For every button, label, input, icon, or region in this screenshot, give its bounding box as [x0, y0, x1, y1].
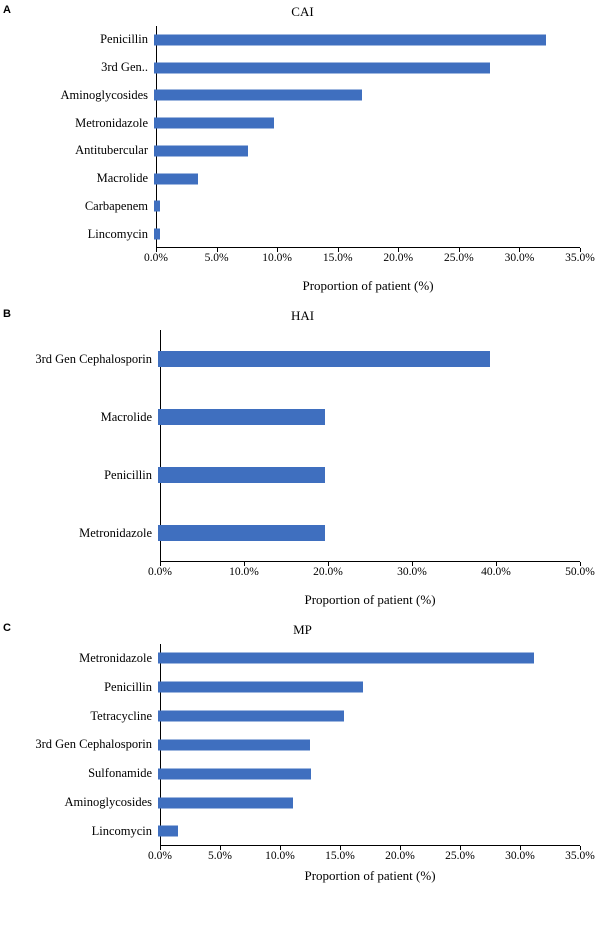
x-tick-label: 20.0% — [313, 566, 343, 578]
bar — [158, 525, 325, 541]
panel-letter-b: B — [3, 308, 11, 320]
x-tick-label: 30.0% — [505, 850, 535, 862]
bar-row — [0, 54, 605, 82]
bar-row — [0, 731, 605, 760]
x-tick-label: 15.0% — [325, 850, 355, 862]
x-tick-label: 10.0% — [262, 252, 292, 264]
plot-area-b — [0, 330, 605, 608]
bar — [154, 173, 198, 184]
x-axis-ticks-b — [148, 562, 595, 578]
panel-c — [0, 622, 605, 922]
bar-row — [0, 109, 605, 137]
bar — [154, 201, 160, 212]
x-tick-label: 25.0% — [443, 252, 474, 264]
bar-track — [154, 82, 580, 110]
bar-rows-b — [0, 330, 605, 562]
bar-track — [158, 446, 580, 504]
category-label: Tetracycline — [90, 708, 152, 723]
plot-area-c — [0, 644, 605, 884]
bar — [158, 826, 178, 837]
bar — [154, 229, 160, 240]
x-tick-label: 20.0% — [383, 252, 414, 264]
category-label: Aminoglycosides — [60, 87, 148, 102]
bar-row — [0, 137, 605, 165]
bar-track — [158, 644, 580, 673]
x-tick-label: 10.0% — [229, 566, 259, 578]
bar-track — [158, 788, 580, 817]
bar-track — [154, 165, 580, 193]
category-label: Metronidazole — [79, 525, 152, 540]
panel-letter-a: A — [3, 4, 11, 16]
category-label: Sulfonamide — [88, 766, 152, 781]
bar-track — [154, 26, 580, 54]
category-label: Lincomycin — [87, 226, 148, 241]
category-label: Macrolide — [96, 171, 148, 186]
bar-track — [154, 137, 580, 165]
bar-row — [0, 220, 605, 248]
bar — [154, 90, 362, 101]
bar-rows-a — [0, 26, 605, 248]
x-tick-label: 30.0% — [397, 566, 427, 578]
chart-title-c: MP — [293, 622, 312, 637]
bar — [158, 768, 311, 779]
bar-row — [0, 26, 605, 54]
bar-track — [158, 330, 580, 388]
category-label: Penicillin — [104, 467, 152, 482]
category-label: Metronidazole — [79, 650, 152, 665]
x-tick-label: 35.0% — [565, 850, 595, 862]
bar — [154, 62, 490, 73]
bar-track — [154, 193, 580, 221]
bar-track — [158, 759, 580, 788]
bar-row — [0, 388, 605, 446]
x-tick-label: 15.0% — [322, 252, 353, 264]
x-tick-label: 35.0% — [565, 252, 595, 264]
bar-track — [158, 702, 580, 731]
category-label: 3rd Gen Cephalosporin — [35, 737, 152, 752]
bar — [158, 351, 490, 367]
x-tick-label: 0.0% — [148, 566, 172, 578]
bar-row — [0, 673, 605, 702]
panel-b — [0, 308, 605, 618]
bar — [158, 739, 310, 750]
x-tick-label: 10.0% — [265, 850, 295, 862]
bar-row — [0, 504, 605, 562]
bar-track — [158, 504, 580, 562]
x-tick-label: 5.0% — [208, 850, 232, 862]
category-label: 3rd Gen Cephalosporin — [35, 351, 152, 366]
panel-a — [0, 4, 605, 304]
bar-row — [0, 702, 605, 731]
x-tick-label: 30.0% — [504, 252, 535, 264]
category-label: Penicillin — [100, 32, 148, 47]
bar-row — [0, 82, 605, 110]
bar-row — [0, 644, 605, 673]
bar-row — [0, 446, 605, 504]
x-axis-title-a: Proportion of patient (%) — [302, 278, 434, 293]
x-axis-title-c: Proportion of patient (%) — [304, 868, 436, 883]
category-label: Macrolide — [100, 409, 152, 424]
bar-rows-c — [0, 644, 605, 846]
bar-row — [0, 817, 605, 846]
bar — [158, 653, 534, 664]
bar-track — [158, 731, 580, 760]
bar-track — [154, 109, 580, 137]
x-tick-label: 0.0% — [144, 252, 168, 264]
bar — [158, 467, 325, 483]
bar-row — [0, 788, 605, 817]
category-label: Penicillin — [104, 679, 152, 694]
bar-row — [0, 759, 605, 788]
bar — [158, 682, 363, 693]
bar — [158, 409, 325, 425]
x-tick-label: 0.0% — [148, 850, 172, 862]
x-tick-label: 20.0% — [385, 850, 415, 862]
bar-track — [154, 220, 580, 248]
category-label: Aminoglycosides — [64, 795, 152, 810]
category-label: Lincomycin — [91, 823, 152, 838]
chart-title-b: HAI — [290, 308, 315, 323]
bar — [154, 34, 546, 45]
bar — [158, 711, 344, 722]
x-tick-label: 50.0% — [565, 566, 595, 578]
bar-track — [158, 388, 580, 446]
bar-track — [154, 54, 580, 82]
bar-track — [158, 673, 580, 702]
bar-row — [0, 165, 605, 193]
bar — [158, 797, 293, 808]
category-label: Antitubercular — [75, 143, 148, 158]
category-label: 3rd Gen.. — [101, 60, 148, 75]
bar-row — [0, 193, 605, 221]
panel-letter-c: C — [3, 622, 11, 634]
category-label: Carbapenem — [84, 198, 148, 213]
x-tick-label: 25.0% — [445, 850, 475, 862]
x-axis-ticks-c — [148, 846, 595, 862]
bar — [154, 118, 274, 129]
category-label: Metronidazole — [75, 115, 148, 130]
x-axis-title-b: Proportion of patient (%) — [304, 592, 436, 607]
plot-area-a — [0, 26, 605, 294]
x-axis-ticks-a — [144, 248, 595, 264]
x-tick-label: 40.0% — [481, 566, 511, 578]
bar — [154, 145, 248, 156]
chart-title-a: CAI — [291, 4, 314, 19]
bar-row — [0, 330, 605, 388]
x-tick-label: 5.0% — [204, 252, 229, 264]
bar-track — [158, 817, 580, 846]
